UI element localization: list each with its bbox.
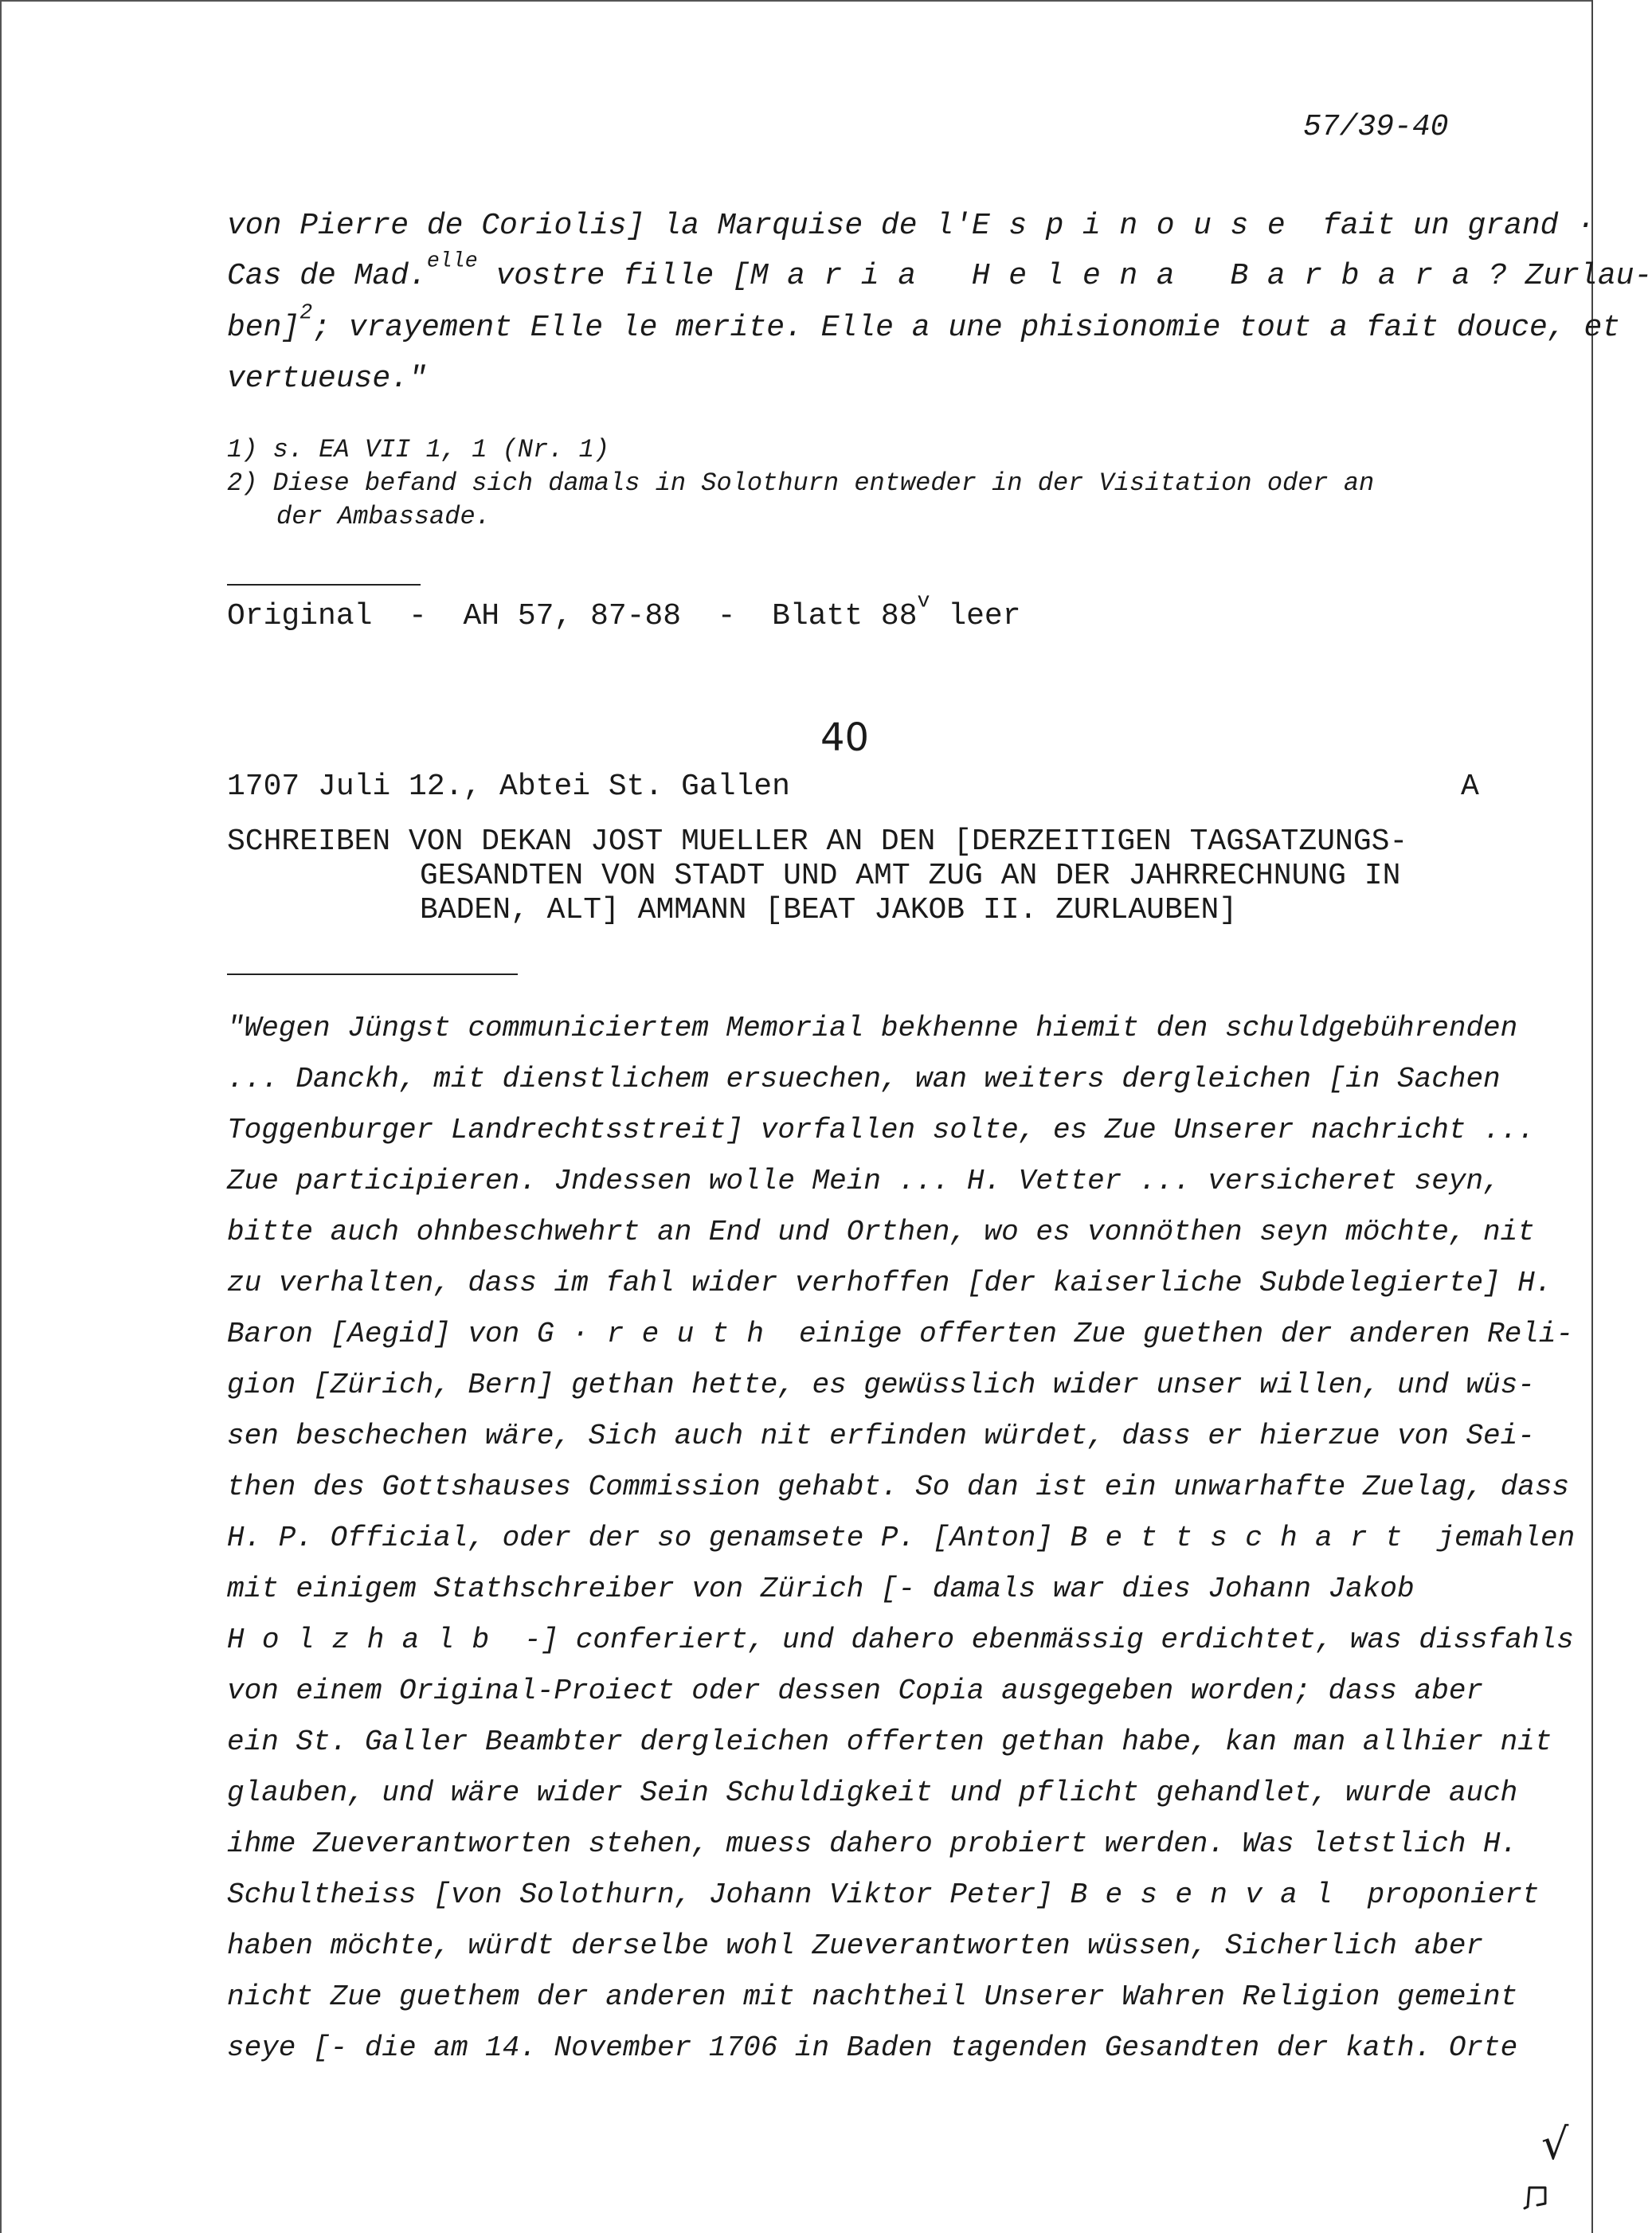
footnote-2-continued: der Ambassade. <box>276 502 491 531</box>
body-line-4: Zue participieren. Jndessen wolle Mein ... H. Vetter ... versicheret seyn, <box>227 1165 1501 1197</box>
body-line-11: H. P. Official, oder der so genamsete P. [Anton] Bettschart jemahlen <box>227 1522 1576 1554</box>
body-line-9: sen beschechen wäre, Sich auch nit erfinden würdet, dass er hierzue von Sei- <box>227 1420 1535 1452</box>
check-mark: √ <box>1541 2119 1569 2169</box>
separator-rule-2 <box>227 974 518 975</box>
body-line-17: ihme Zueverantworten stehen, muess dahero probiert werden. Was letstlich H. <box>227 1828 1518 1860</box>
body-line-20: nicht Zue guethem der anderen mit nachtheil Unserer Wahren Religion gemeint <box>227 1980 1518 2013</box>
letter-line-3: ben]$^2$; vrayement Elle le merite. Elle a une phisionomie tout a fait douce, et <box>227 300 1621 345</box>
body-line-6: zu verhalten, dass im fahl wider verhoffen [der kaiserliche Subdelegierte] H. <box>227 1267 1552 1299</box>
body-line-10: then des Gottshauses Commission gehabt. So dan ist ein unwarhafte Zuelag, dass <box>227 1471 1570 1503</box>
spaced-name-greuth: G·reuth <box>536 1318 782 1350</box>
document-letter: A <box>1461 770 1479 804</box>
footnote-1: 1) s. EA VII 1, 1 (Nr. 1) <box>227 435 610 464</box>
body-line-13: Holzhalb -] conferiert, und dahero ebenmässig erdichtet, was dissfahls <box>227 1624 1574 1656</box>
spaced-name-besenval: Besenval <box>1070 1878 1350 1911</box>
heading-line-2: GESANDTEN VON STADT UND AMT ZUG AN DER JAHRRECHNUNG IN <box>420 859 1401 893</box>
body-line-5: bitte auch ohnbeschwehrt an End und Orthen, wo es vonnöthen seyn möchte, nit <box>227 1216 1535 1248</box>
document-date-place: 1707 Juli 12., Abtei St. Gallen <box>227 770 790 804</box>
page-edge-top <box>0 0 1593 2</box>
spaced-name-maria-helena-barbara: Maria Helena Barbara <box>750 259 1490 293</box>
body-line-7: Baron [Aegid] von G·reuth einige offerten Zue guethen der anderen Reli- <box>227 1318 1574 1350</box>
spaced-name-espinouse: Espinouse <box>971 209 1305 243</box>
body-line-12: mit einigem Stathschreiber von Zürich [- damals war dies Johann Jakob <box>227 1573 1415 1605</box>
page-reference: 57/39-40 <box>1303 110 1449 144</box>
page-edge-left <box>0 0 2 2233</box>
letter-line-2: Cas de Mad.$^{elle}$ vostre fille [Maria Helena Barbara? Zurlau- <box>227 249 1652 293</box>
body-line-15: ein St. Galler Beambter dergleichen offerten gethan habe, kan man allhier nit <box>227 1726 1552 1758</box>
body-line-18: Schultheiss [von Solothurn, Johann Viktor Peter] Besenval proponiert <box>227 1878 1540 1911</box>
letter-line-4: vertueuse." <box>227 362 427 396</box>
separator-rule <box>227 584 421 586</box>
body-line-16: glauben, und wäre wider Sein Schuldigkeit und pflicht gehandlet, wurde auch <box>227 1777 1518 1809</box>
margin-scribble-icon <box>1521 2183 1553 2210</box>
body-line-19: haben möchte, würdt derselbe wohl Zueverantworten wüssen, Sicherlich aber <box>227 1929 1484 1962</box>
footnote-2: 2) Diese befand sich damals in Solothurn entweder in der Visitation oder an <box>227 468 1375 498</box>
body-line-14: von einem Original-Proiect oder dessen Copia ausgegeben worden; dass aber <box>227 1675 1484 1707</box>
heading-line-3: BADEN, ALT] AMMANN [BEAT JAKOB II. ZURLAUBEN] <box>420 893 1238 927</box>
document-number: 40 <box>820 715 870 760</box>
body-line-8: gion [Zürich, Bern] gethan hette, es gewüsslich wider unser willen, und wüs- <box>227 1369 1535 1401</box>
body-line-3: Toggenburger Landrechtsstreit] vorfallen solte, es Zue Unserer nachricht ... <box>227 1114 1535 1146</box>
original-source-line: Original - AH 57, 87-88 - Blatt 88$^v$ leer <box>227 589 1021 633</box>
body-line-21: seye [- die am 14. November 1706 in Baden tagenden Gesandten der kath. Orte <box>227 2031 1518 2064</box>
spaced-name-bettschart: Bettschart <box>1070 1522 1420 1554</box>
heading-line-1: SCHREIBEN VON DEKAN JOST MUELLER AN DEN [DERZEITIGEN TAGSATZUNGS- <box>227 825 1408 859</box>
letter-line-1: von Pierre de Coriolis] la Marquise de l'Espinouse fait un grand · <box>227 209 1595 243</box>
body-line-2: ... Danckh, mit dienstlichem ersuechen, wan weiters dergleichen [in Sachen <box>227 1063 1501 1095</box>
spaced-name-holzhalb: Holzhalb <box>227 1624 507 1656</box>
body-line-1: "Wegen Jüngst communiciertem Memorial bekhenne hiemit den schuldgebührenden <box>227 1012 1518 1044</box>
